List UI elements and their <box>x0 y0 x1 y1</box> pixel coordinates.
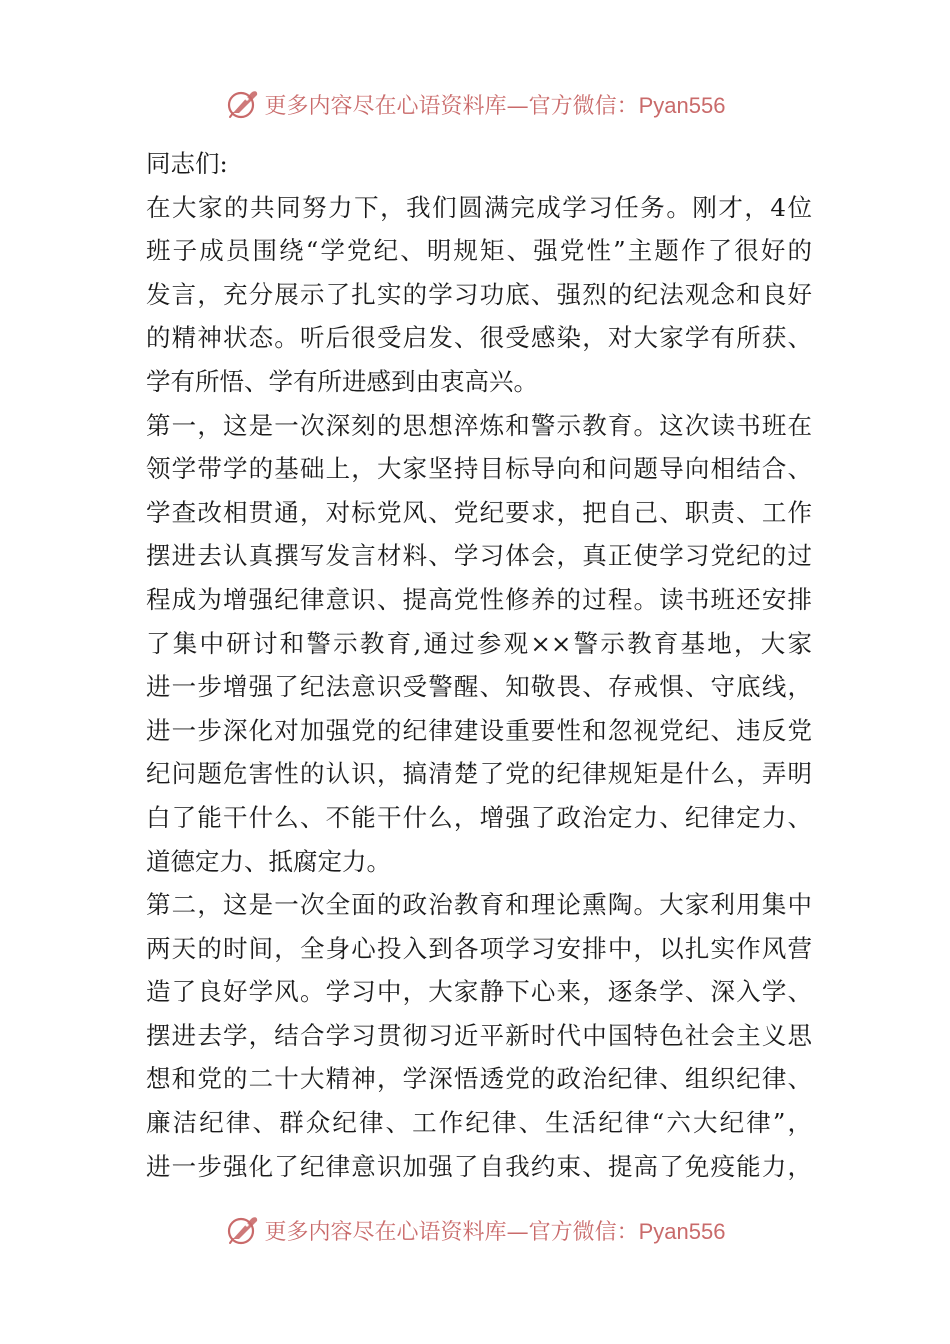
text-line: 第一，这是一次深刻的思想淬炼和警示教育。这次读书班在 <box>146 410 812 440</box>
text-line: 班子成员围绕“学党纪、明规矩、强党性”主题作了很好的 <box>146 236 812 266</box>
text-line: 白了能干什么、不能干什么，增强了政治定力、纪律定力、 <box>146 802 812 832</box>
banner-text <box>265 1215 726 1246</box>
salutation-line: 同志们: <box>146 149 228 178</box>
text-line: 学查改相贯通，对标党风、党纪要求，把自己、职责、工作 <box>146 497 812 527</box>
text-line: 进一步增强了纪法意识受警醒、知敬畏、存戒惧、守底线， <box>146 672 812 702</box>
text-line: 道德定力、抵腐定力。 <box>146 846 391 876</box>
banner-site-name: 更多内容尽在心语资料库 <box>264 93 507 119</box>
footer-watermark-banner <box>0 1210 950 1250</box>
banner-dash: — <box>506 1219 529 1245</box>
document-body <box>146 142 812 1188</box>
quill-pen-logo-icon <box>225 86 261 122</box>
text-line: 廉洁纪律、群众纪律、工作纪律、生活纪律“六大纪律”， <box>146 1108 812 1138</box>
header-watermark-banner <box>0 84 950 124</box>
banner-wechat-label: 官方微信： <box>528 1219 639 1245</box>
text-line: 摆进去学，结合学习贯彻习近平新时代中国特色社会主义思 <box>146 1020 812 1050</box>
text-line: 发言，充分展示了扎实的学习功底、强烈的纪法观念和良好 <box>146 279 812 309</box>
banner-wechat-id: Pyan556 <box>638 1218 726 1244</box>
banner-dash: — <box>506 93 529 119</box>
text-line: 两天的时间，全身心投入到各项学习安排中，以扎实作风营 <box>146 933 812 963</box>
text-line: 程成为增强纪律意识、提高党性修养的过程。读书班还安排 <box>146 584 812 614</box>
quill-pen-logo-icon <box>225 1212 261 1248</box>
banner-wechat-id: Pyan556 <box>638 92 726 118</box>
banner-site-name: 更多内容尽在心语资料库 <box>264 1219 507 1245</box>
text-line: 进一步强化了纪律意识加强了自我约束、提高了免疫能力， <box>146 1151 812 1181</box>
text-line: 的精神状态。听后很受启发、很受感染，对大家学有所获、 <box>146 323 812 353</box>
banner-text <box>265 89 726 120</box>
text-line: 第二，这是一次全面的政治教育和理论熏陶。大家利用集中 <box>146 890 812 920</box>
banner-wechat-label: 官方微信： <box>528 93 639 119</box>
text-line: 纪问题危害性的认识，搞清楚了党的纪律规矩是什么，弄明 <box>146 759 812 789</box>
text-line: 进一步深化对加强党的纪律建设重要性和忽视党纪、违反党 <box>146 715 812 745</box>
text-line: 领学带学的基础上，大家坚持目标导向和问题导向相结合、 <box>146 454 812 484</box>
text-line: 想和党的二十大精神，学深悟透党的政治纪律、组织纪律、 <box>146 1064 812 1094</box>
text-line: 摆进去认真撰写发言材料、学习体会，真正使学习党纪的过 <box>146 541 812 571</box>
text-line: 在大家的共同努力下，我们圆满完成学习任务。刚才，4位 <box>146 192 812 222</box>
text-line: 了集中研讨和警示教育,通过参观××警示教育基地，大家 <box>146 628 812 658</box>
text-line: 造了良好学风。学习中，大家静下心来，逐条学、深入学、 <box>146 977 812 1007</box>
text-line: 学有所悟、学有所进感到由衷高兴。 <box>146 366 538 396</box>
